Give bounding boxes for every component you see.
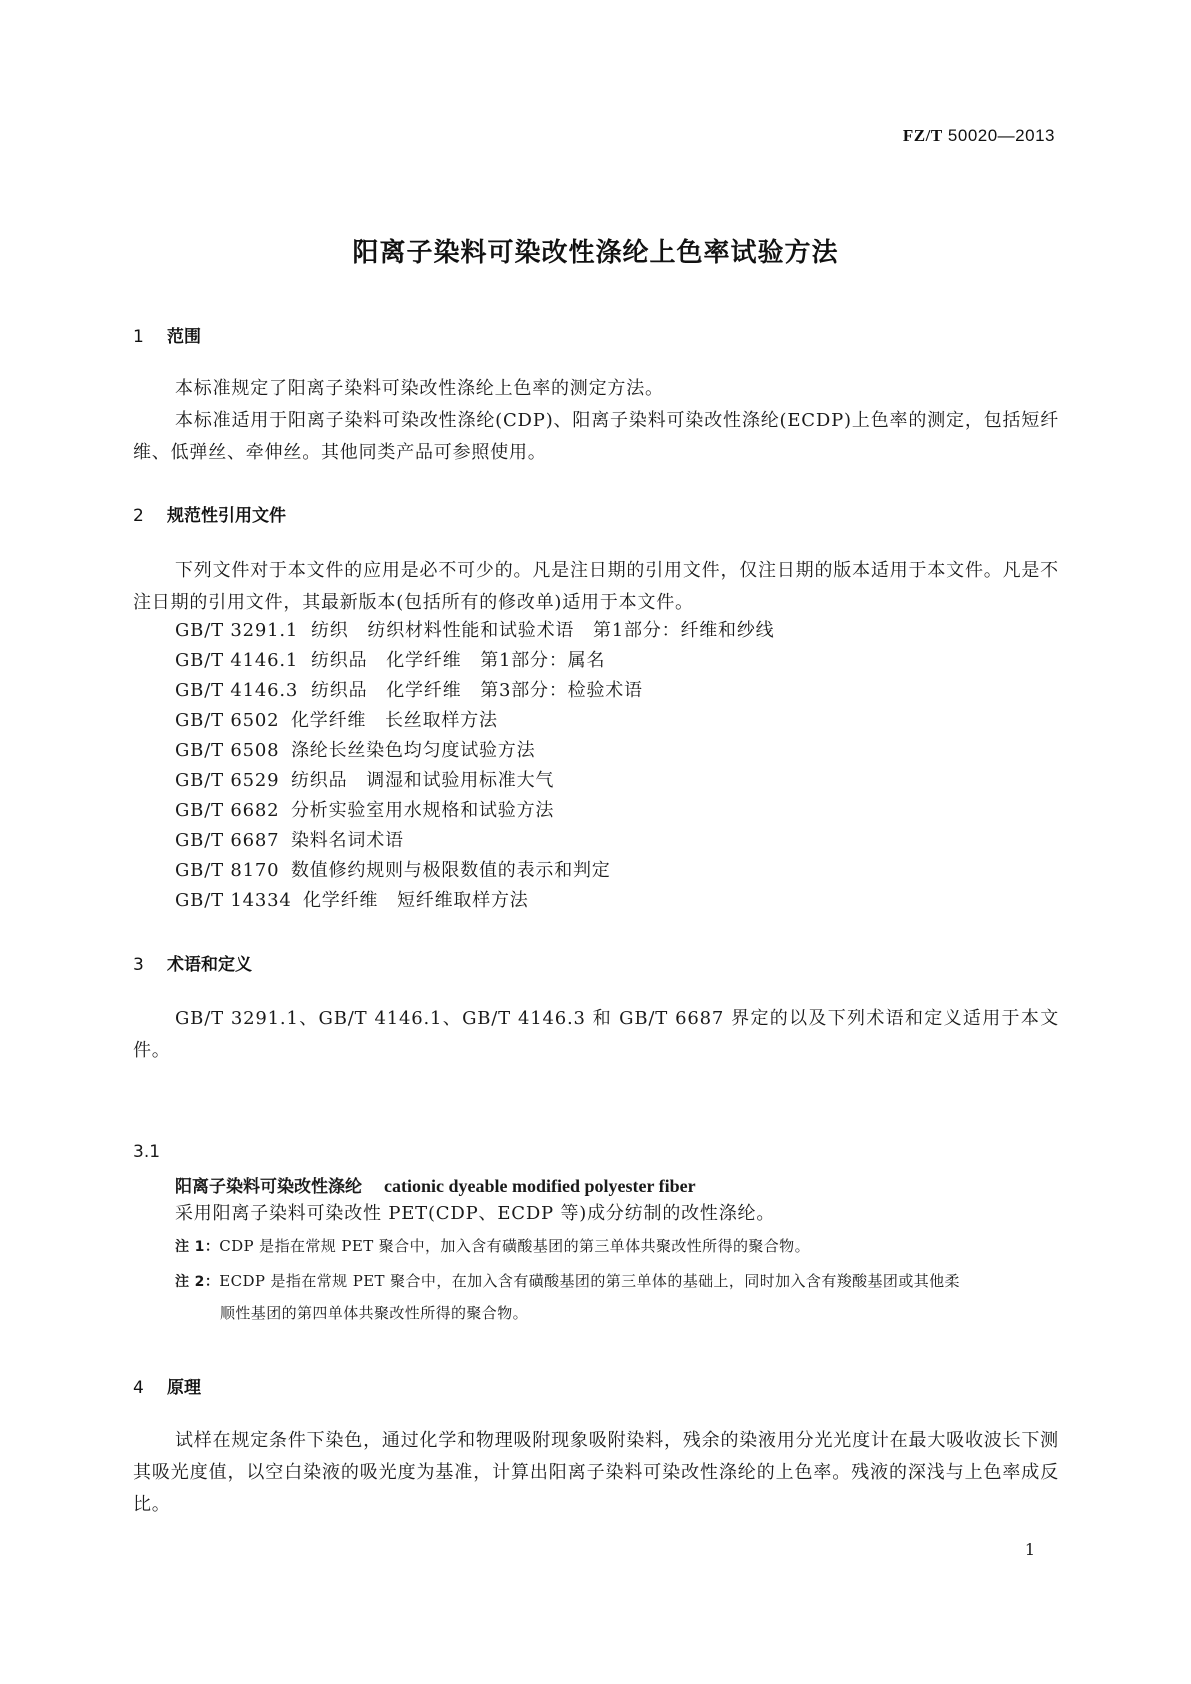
reference-title: 纺织品 化学纤维 第3部分：检验术语 [311, 680, 643, 701]
reference-title: 纺织品 化学纤维 第1部分：属名 [311, 650, 606, 671]
note-1 [175, 1231, 810, 1262]
note-text: ECDP 是指在常规 PET 聚合中，在加入含有磺酸基团的第三单体的基础上，同时加入含有羧酸基团或其他柔 [219, 1272, 960, 1290]
reference-code: GB/T 4146.1 [175, 650, 299, 671]
section-number: 4 [133, 1378, 144, 1398]
term-chinese: 阳离子染料可染改性涤纶 [175, 1177, 362, 1197]
note-tag: 注 1： [175, 1239, 220, 1255]
section-number: 3 [133, 955, 144, 975]
reference-title: 数值修约规则与极限数值的表示和判定 [291, 860, 611, 881]
note-2 [175, 1266, 960, 1297]
reference-code: GB/T 6502 [175, 710, 280, 731]
reference-item [175, 705, 498, 737]
reference-title: 分析实验室用水规格和试验方法 [291, 800, 555, 821]
reference-code: GB/T 4146.3 [175, 680, 299, 701]
section-title: 原理 [167, 1378, 201, 1398]
reference-code: GB/T 6687 [175, 830, 280, 851]
note-tag: 注 2： [175, 1274, 220, 1290]
reference-item [175, 765, 554, 797]
standard-code-number: 50020—2013 [947, 126, 1055, 145]
reference-code: GB/T 6529 [175, 770, 280, 791]
document-title: 阳离子染料可染改性涤纶上色率试验方法 [352, 238, 839, 268]
section-number: 1 [133, 327, 144, 347]
reference-item [175, 735, 535, 767]
reference-code: GB/T 14334 [175, 890, 292, 911]
reference-title: 纺织品 调湿和试验用标准大气 [291, 770, 555, 791]
reference-code: GB/T 6682 [175, 800, 280, 821]
reference-item [175, 795, 554, 827]
section-2-heading [133, 501, 286, 526]
note-text: CDP 是指在常规 PET 聚合中，加入含有磺酸基团的第三单体共聚改性所得的聚合物。 [219, 1237, 810, 1255]
section-4-paragraph: 试样在规定条件下染色，通过化学和物理吸附现象吸附染料，残余的染液用分光光度计在最大吸收波长下测其吸光度值，以空白染液的吸光度为基准，计算出阳离子染料可染改性涤纶的上色率。残液的深浅与上色率成反比。 [133, 1430, 1059, 1515]
reference-item [175, 855, 611, 887]
term-number: 3.1 [133, 1142, 161, 1162]
term-heading [175, 1172, 696, 1197]
section-1-paragraph-1: 本标准规定了阳离子染料可染改性涤纶上色率的测定方法。 [175, 378, 664, 399]
reference-title: 化学纤维 长丝取样方法 [291, 710, 498, 731]
note-2-continuation: 顺性基团的第四单体共聚改性所得的聚合物。 [220, 1304, 529, 1322]
section-title: 范围 [167, 327, 201, 347]
section-title: 术语和定义 [167, 955, 252, 975]
section-1-heading [133, 322, 201, 347]
reference-title: 涤纶长丝染色均匀度试验方法 [291, 740, 536, 761]
section-4-heading [133, 1373, 201, 1398]
section-title: 规范性引用文件 [167, 506, 286, 526]
reference-item [175, 675, 643, 707]
reference-code: GB/T 8170 [175, 860, 280, 881]
reference-title: 纺织 纺织材料性能和试验术语 第1部分：纤维和纱线 [311, 620, 775, 641]
section-3-heading [133, 950, 252, 975]
standard-code-prefix: FZ/T [902, 126, 943, 145]
section-number: 2 [133, 506, 144, 526]
section-3-intro: GB/T 3291.1、GB/T 4146.1、GB/T 4146.3 和 GB/T 6687 界定的以及下列术语和定义适用于本文件。 [133, 1008, 1059, 1061]
reference-item [175, 645, 605, 677]
section-2-intro: 下列文件对于本文件的应用是必不可少的。凡是注日期的引用文件，仅注日期的版本适用于本文件。凡是不注日期的引用文件，其最新版本(包括所有的修改单)适用于本文件。 [133, 560, 1059, 613]
reference-item [175, 825, 404, 857]
term-english: cationic dyeable modified polyester fiber [384, 1176, 696, 1196]
section-1-paragraph-2: 本标准适用于阳离子染料可染改性涤纶(CDP)、阳离子染料可染改性涤纶(ECDP)上色率的测定，包括短纤维、低弹丝、牵伸丝。其他同类产品可参照使用。 [133, 410, 1059, 463]
reference-code: GB/T 3291.1 [175, 620, 299, 641]
reference-title: 化学纤维 短纤维取样方法 [303, 890, 529, 911]
reference-item [175, 615, 774, 647]
reference-code: GB/T 6508 [175, 740, 280, 761]
term-definition: 采用阳离子染料可染改性 PET(CDP、ECDP 等)成分纺制的改性涤纶。 [175, 1203, 776, 1224]
reference-title: 染料名词术语 [291, 830, 404, 851]
page-number: 1 [1024, 1540, 1035, 1559]
standard-code [903, 126, 1055, 146]
reference-item [175, 885, 529, 917]
